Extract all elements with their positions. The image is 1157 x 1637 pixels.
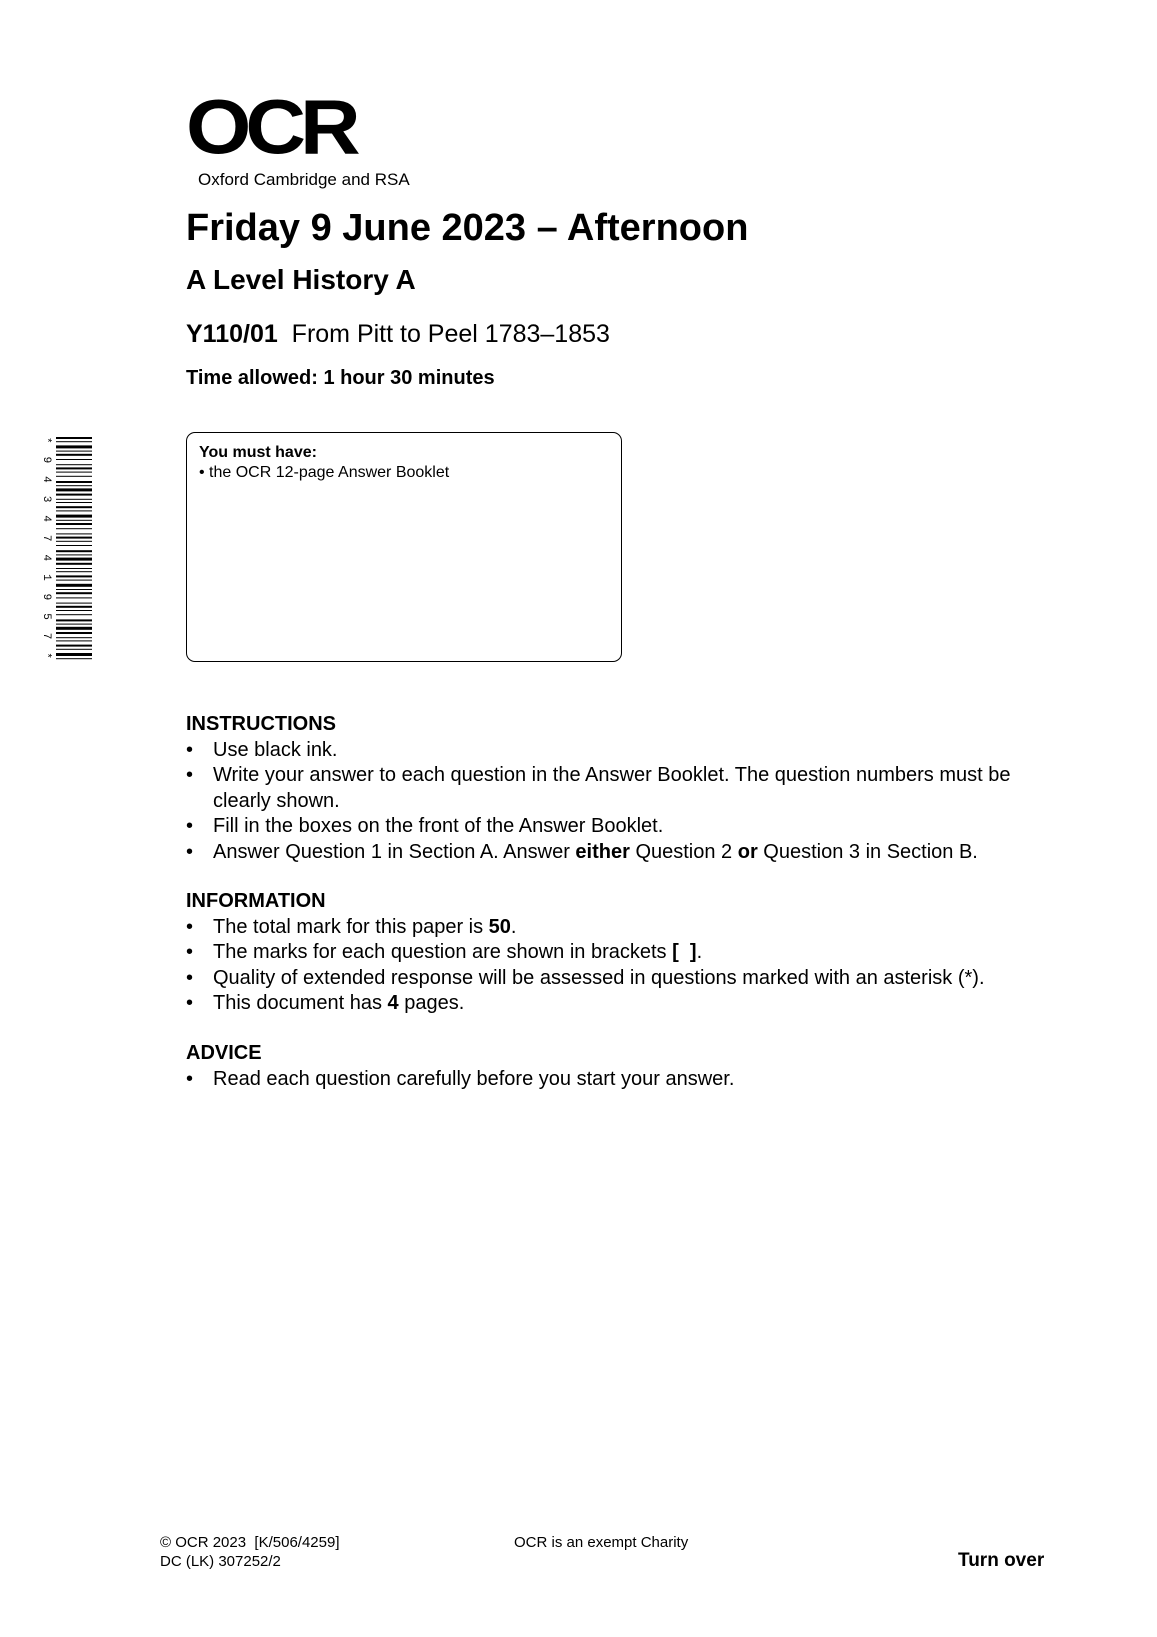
- instruction-item: • Use black ink.: [186, 738, 1066, 764]
- exam-subject: A Level History A: [186, 264, 416, 295]
- advice-section: [186, 1041, 1066, 1092]
- copyright-text: © OCR 2023 [K/506/4259]: [160, 1534, 340, 1551]
- information-item: [186, 991, 1066, 1017]
- ocr-logo-tagline: Oxford Cambridge and RSA: [198, 170, 410, 189]
- text-part: The marks for each question are shown in brackets: [213, 941, 673, 963]
- information-item: • Quality of extended response will be assessed in questions marked with an asterisk (*).: [186, 966, 1066, 992]
- text-part: pages.: [398, 992, 465, 1014]
- barcode: [40, 437, 96, 663]
- must-have-heading: You must have:: [199, 444, 317, 461]
- information-section: [186, 889, 1066, 1017]
- text-part: The total mark for this paper is: [213, 915, 489, 938]
- brackets: [ ]: [672, 941, 697, 963]
- footer-copyright: [160, 1533, 340, 1571]
- text-part: .: [696, 941, 703, 963]
- exam-date-title: Friday 9 June 2023 – Afternoon: [186, 207, 749, 249]
- document-code: DC (LK) 307252/2: [160, 1553, 281, 1570]
- instruction-item: [186, 840, 1066, 866]
- advice-heading: ADVICE: [186, 1042, 262, 1064]
- text-part: This document has: [213, 992, 388, 1014]
- text-part: .: [510, 915, 517, 938]
- turn-over-label: Turn over: [958, 1550, 1045, 1571]
- text-part: Answer Question 1 in Section A. Answer: [213, 840, 576, 863]
- unit-code: Y110/01: [186, 320, 278, 348]
- text-part: Question 3 in Section B.: [757, 840, 978, 863]
- unit-title: From Pitt to Peel 1783–1853: [291, 320, 610, 348]
- instructions-section: [186, 712, 1066, 865]
- instruction-item: • Fill in the boxes on the front of the Answer Booklet.: [186, 814, 1066, 840]
- emphasis-or: or: [737, 840, 758, 863]
- instruction-item: • Write your answer to each question in the Answer Booklet. The question numbers must be clearly shown.: [186, 763, 1066, 814]
- barcode-number: * 9 4 3 4 7 4 1 9 5 7 *: [40, 437, 52, 659]
- total-mark: 50: [488, 915, 511, 938]
- instructions-heading: INSTRUCTIONS: [186, 713, 336, 735]
- charity-note: OCR is an exempt Charity: [514, 1534, 689, 1551]
- must-have-item: • the OCR 12-page Answer Booklet: [199, 464, 450, 481]
- time-allowed: Time allowed: 1 hour 30 minutes: [186, 367, 495, 389]
- must-have-box: [186, 432, 622, 662]
- information-item: [186, 915, 1066, 941]
- emphasis-either: either: [575, 840, 630, 863]
- ocr-logo: OCR: [186, 83, 355, 170]
- page-count: 4: [387, 992, 399, 1014]
- text-part: Question 2: [629, 840, 738, 863]
- exam-unit: [186, 318, 610, 350]
- information-item: [186, 940, 1066, 966]
- advice-item: • Read each question carefully before you start your answer.: [186, 1067, 1066, 1093]
- information-heading: INFORMATION: [186, 890, 326, 912]
